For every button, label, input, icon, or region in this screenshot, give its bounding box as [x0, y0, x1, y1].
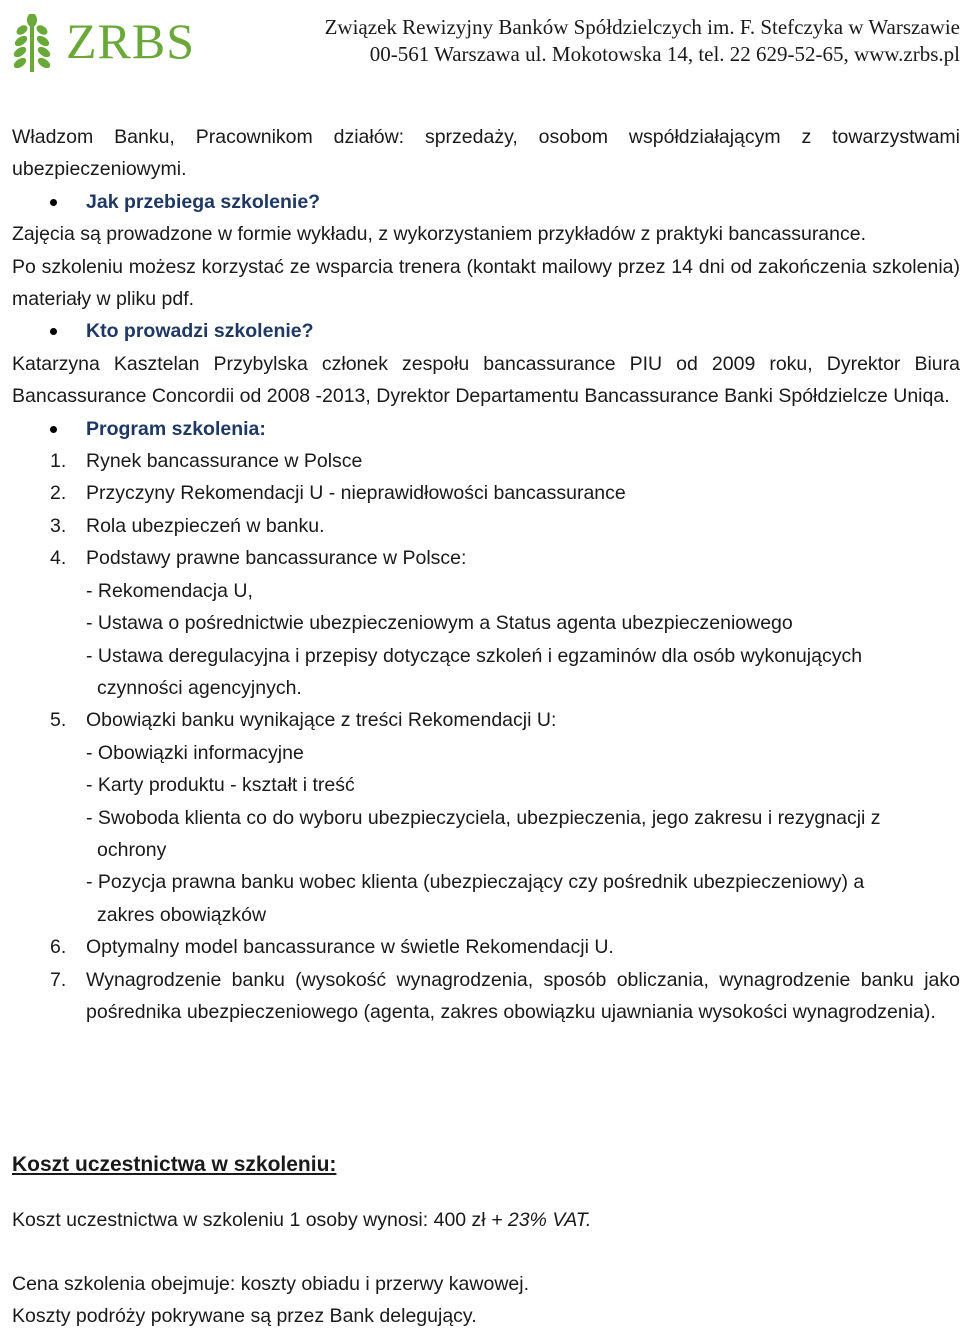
sub-item-text: - Rekomendacja U,: [86, 579, 253, 602]
item-number: 4.: [50, 547, 67, 570]
travel-costs: Koszty podróży pokrywane są przez Bank delegujący.: [12, 1305, 477, 1328]
program-item: [12, 445, 960, 477]
zrbs-logo: [12, 13, 196, 74]
sub-item-text: - Obowiązki informacyjne: [86, 741, 304, 764]
item-text: Rola ubezpieczeń w banku.: [86, 514, 325, 537]
item-text: Rynek bancassurance w Polsce: [86, 450, 363, 473]
cost-vat: + 23% VAT.: [491, 1209, 592, 1231]
heading-trainer: Kto prowadzi szkolenie?: [12, 315, 960, 347]
sub-item: [12, 866, 960, 931]
logo-wordmark: ZRBS: [66, 13, 196, 69]
sub-item-continuation: ochrony: [97, 838, 167, 861]
sub-item: [12, 802, 960, 867]
sub-item: [12, 575, 960, 607]
item-number: 5.: [50, 709, 67, 732]
price-includes: Cena szkolenia obejmuje: koszty obiadu i przerwy kawowej.: [12, 1273, 529, 1295]
cost-line: [12, 1204, 591, 1236]
sub-item-continuation: czynności agencyjnych.: [97, 676, 302, 699]
sub-item-text: - Ustawa o pośrednictwie ubezpieczeniowym a Status agenta ubezpieczeniowego: [86, 612, 793, 635]
sub-item-continuation: zakres obowiązków: [97, 903, 267, 926]
sub-item-text: - Swoboda klienta co do wyboru ubezpieczyciela, ubezpieczenia, jego zakresu i rezygnacji z: [86, 806, 881, 829]
cost-text: Koszt uczestnictwa w szkoleniu 1 osoby wynosi: 400 zł: [12, 1209, 492, 1231]
how-text-1: Zajęcia są prowadzone w formie wykładu, z wykorzystaniem przykładów z praktyki bancassurance.: [12, 223, 867, 246]
item-text: Obowiązki banku wynikające z treści Rekomendacji U:: [86, 709, 557, 732]
organization-address: 00-561 Warszawa ul. Mokotowska 14, tel. 22 629-52-65, www.zrbs.pl: [369, 42, 960, 66]
cost-details: [12, 1268, 529, 1333]
item-number: 3.: [50, 514, 67, 537]
program-item: [12, 964, 960, 1029]
cost-heading: Koszt uczestnictwa w szkoleniu:: [12, 1153, 337, 1176]
program-item: [12, 477, 960, 509]
sub-item: [12, 607, 960, 639]
item-number: 6.: [50, 936, 67, 959]
sub-item: [12, 640, 960, 705]
item-text: Podstawy prawne bancassurance w Polsce:: [86, 547, 467, 570]
intro-paragraph: Władzom Banku, Pracownikom działów: sprzedaży, osobom współdziałającym z towarzystwami ubezpieczeniowymi.: [12, 126, 960, 181]
organization-name: Związek Rewizyjny Banków Spółdzielczych im. F. Stefczyka w Warszawie: [324, 15, 960, 39]
program-item: [12, 931, 960, 963]
item-number: 2.: [50, 482, 67, 505]
wheat-icon: [12, 14, 52, 74]
program-item: [12, 510, 960, 542]
program-item: [12, 704, 960, 736]
document-body: [12, 121, 960, 1028]
sub-item: [12, 737, 960, 769]
sub-item-text: - Karty produktu - kształt i treść: [86, 774, 355, 797]
letterhead: [12, 10, 960, 74]
item-text: Wynagrodzenie banku (wysokość wynagrodzenia, sposób obliczania, wynagrodzenie banku jako pośrednika ubezpieczeniowego (agenta, zakres obowiązku ujawniania wysokości wynagrodzenia).: [86, 968, 960, 1023]
item-text: Przyczyny Rekomendacji U - nieprawidłowości bancassurance: [86, 482, 626, 505]
heading-program: Program szkolenia:: [12, 413, 960, 445]
organization-info: [325, 14, 960, 68]
item-number: 1.: [50, 450, 67, 473]
how-text-2: Po szkoleniu możesz korzystać ze wsparcia trenera (kontakt mailowy przez 14 dni od zakończenia szkolenia) materiały w pliku pdf.: [12, 255, 960, 311]
sub-item-text: - Ustawa deregulacyjna i przepisy dotyczące szkoleń i egzaminów dla osób wykonujących: [86, 644, 863, 667]
program-item: [12, 542, 960, 574]
heading-how: Jak przebiega szkolenie?: [12, 186, 960, 218]
sub-item-text: - Pozycja prawna banku wobec klienta (ubezpieczający czy pośrednik ubezpieczeniowy) a: [86, 871, 865, 894]
item-number: 7.: [50, 968, 67, 991]
item-text: Optymalny model bancassurance w świetle Rekomendacji U.: [86, 936, 614, 959]
sub-item: [12, 769, 960, 801]
trainer-text: Katarzyna Kasztelan Przybylska członek zespołu bancassurance PIU od 2009 roku, Dyrektor Biura Bancassurance Concordii od 2008 -2013, Dyrektor Departamentu Bancassurance Banki Spółdzielcze Uniqa.: [12, 352, 960, 408]
